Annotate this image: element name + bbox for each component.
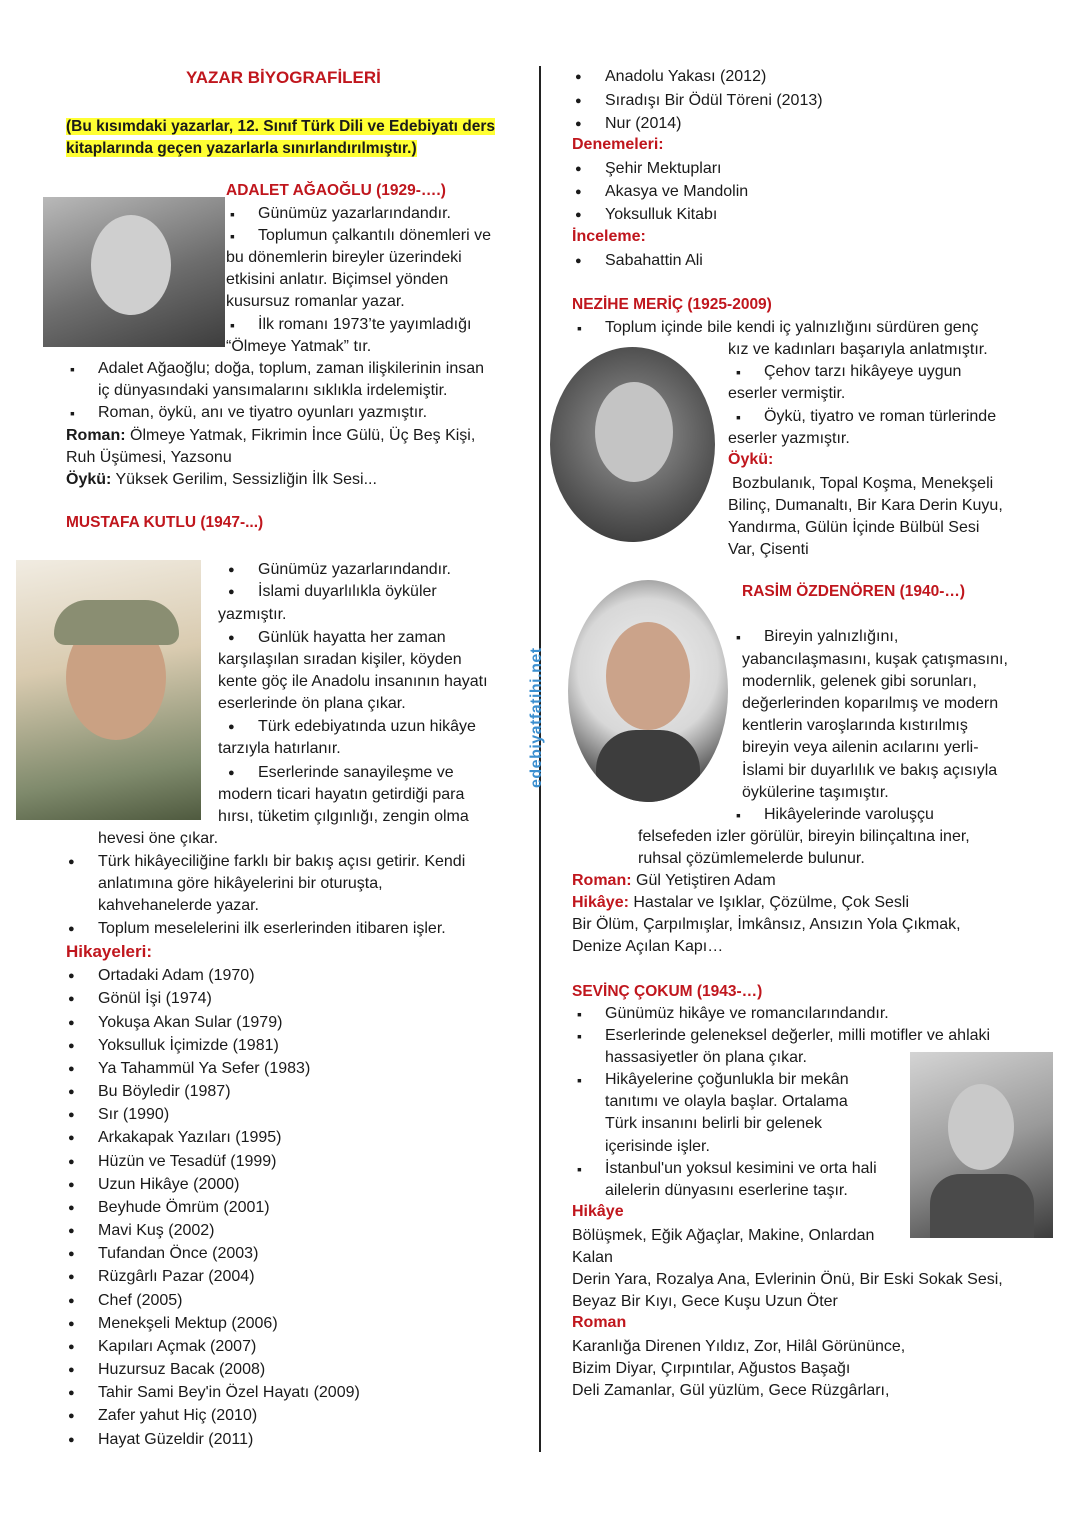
work-item: ● Beyhude Ömrüm (2001) bbox=[98, 1197, 270, 1219]
adalet-line: etkisini anlatır. Biçimsel yönden bbox=[226, 271, 449, 288]
sevinc-line: ▪ Eserlerinde geleneksel değerler, milli motifler ve ahlaki bbox=[605, 1025, 990, 1047]
sevinc-hikaye-line: Derin Yara, Rozalya Ana, Evlerinin Önü, Bir Eski Sokak Sesi, bbox=[572, 1271, 1003, 1288]
roman-label: Roman: bbox=[66, 427, 126, 444]
nezihe-line: kız ve kadınları başarıyla anlatmıştır. bbox=[728, 341, 988, 358]
kutlu-deneme-label: Denemeleri: bbox=[572, 136, 664, 153]
kutlu-line: ● Günümüz yazarlarındandır. bbox=[258, 559, 451, 581]
nezihe-line: eserler vermiştir. bbox=[728, 385, 846, 402]
kutlu-line: modern ticari hayatın getirdiği para bbox=[218, 786, 465, 803]
kutlu-line: karşılaşılan sıradan kişiler, köyden bbox=[218, 651, 462, 668]
work-item: ● Ortadaki Adam (1970) bbox=[98, 965, 255, 987]
rasim-line: felsefeden izler görülür, bireyin bilinçaltına iner, bbox=[638, 828, 970, 845]
rasim-line: bireyin veya ailenin acılarını yerli- bbox=[742, 739, 979, 756]
hikaye-label: Hikâye: bbox=[572, 894, 629, 911]
deneme-item: ● Şehir Mektupları bbox=[605, 158, 722, 180]
kutlu-line: ● Türk edebiyatında uzun hikâye bbox=[258, 716, 476, 738]
work-item: ● Ya Tahammül Ya Sefer (1983) bbox=[98, 1058, 310, 1080]
kutlu-line: kahvehanelerde yazar. bbox=[98, 897, 259, 914]
rasim-roman bbox=[572, 870, 776, 892]
work-item: ● Hüzün ve Tesadüf (1999) bbox=[98, 1151, 276, 1173]
adalet-line: kusursuz romanlar yazar. bbox=[226, 293, 405, 310]
nezihe-heading: NEZİHE MERİÇ (1925-2009) bbox=[572, 296, 772, 313]
kutlu-line: ● Günlük hayatta her zaman bbox=[258, 627, 446, 649]
sevinc-roman-line: Bizim Diyar, Çırpıntılar, Ağustos Başağı bbox=[572, 1360, 851, 1377]
rasim-ozdenoren-photo bbox=[568, 580, 728, 802]
kutlu-line: ● Eserlerinde sanayileşme ve bbox=[258, 762, 454, 784]
watermark: edebiyatfatihi.net bbox=[528, 647, 545, 788]
nezihe-oyku-line: Yandırma, Gülün İçinde Bülbül Sesi bbox=[728, 519, 980, 536]
nezihe-line: ▪ Öykü, tiyatro ve roman türlerinde bbox=[764, 406, 996, 428]
sevinc-line: tanıtımı ve olayla başlar. Ortalama bbox=[605, 1093, 848, 1110]
work-item: ● Bu Böyledir (1987) bbox=[98, 1081, 231, 1103]
adalet-line: ▪ Roman, öykü, anı ve tiyatro oyunları yazmıştır. bbox=[98, 402, 427, 424]
work-item: ● Tufandan Önce (2003) bbox=[98, 1243, 258, 1265]
kutlu-line: kente göç ile Anadolu insanının hayatı bbox=[218, 673, 488, 690]
sevinc-roman-line: Karanlığa Direnen Yıldız, Zor, Hilâl Görününce, bbox=[572, 1338, 906, 1355]
sevinc-roman-label: Roman bbox=[572, 1314, 627, 1331]
sevinc-hikaye-line: Beyaz Bir Kıyı, Gece Kuşu Uzun Öter bbox=[572, 1293, 838, 1310]
rasim-line: öykülerine taşımıştır. bbox=[742, 784, 889, 801]
work-item: ● Mavi Kuş (2002) bbox=[98, 1220, 215, 1242]
page-title: YAZAR BİYOGRAFİLERİ bbox=[186, 68, 381, 87]
nezihe-line: ▪ Çehov tarzı hikâyeye uygun bbox=[764, 361, 961, 383]
work-item: ● Nur (2014) bbox=[605, 113, 681, 135]
sevinc-line: içerisinde işler. bbox=[605, 1138, 710, 1155]
rasim-line: İslami bir duyarlılık ve bakış açısıyla bbox=[742, 762, 998, 779]
oyku-list: Yüksek Gerilim, Sessizliğin İlk Sesi... bbox=[115, 471, 377, 488]
kutlu-line: ● İslami duyarlılıkla öyküler bbox=[258, 581, 437, 603]
nezihe-oyku-line: Bozbulanık, Topal Koşma, Menekşeli bbox=[732, 475, 994, 492]
rasim-line: ▪ Hikâyelerinde varoluşçu bbox=[764, 804, 934, 826]
work-item: ● Menekşeli Mektup (2006) bbox=[98, 1313, 278, 1335]
work-item: ● Kapıları Açmak (2007) bbox=[98, 1336, 256, 1358]
rasim-line: değerlerinden koparılmış ve modern bbox=[742, 695, 999, 712]
nezihe-oyku-label: Öykü: bbox=[728, 451, 774, 468]
rasim-line: modernlik, gelenek gibi sorunları, bbox=[742, 673, 977, 690]
kutlu-heading: MUSTAFA KUTLU (1947-...) bbox=[66, 514, 264, 531]
adalet-line: iç dünyasındaki yansımalarını sıklıkla irdelemiştir. bbox=[98, 382, 448, 399]
kutlu-works-label: Hikayeleri: bbox=[66, 942, 152, 961]
adalet-heading: ADALET AĞAOĞLU (1929-….) bbox=[226, 182, 446, 199]
kutlu-line: hevesi öne çıkar. bbox=[98, 830, 219, 847]
work-item: ● Anadolu Yakası (2012) bbox=[605, 66, 766, 88]
sevinc-hikaye-line: Bölüşmek, Eğik Ağaçlar, Makine, Onlardan bbox=[572, 1227, 875, 1244]
sevinc-cokum-photo bbox=[910, 1052, 1053, 1238]
work-item: ● Tahir Sami Bey'in Özel Hayatı (2009) bbox=[98, 1382, 360, 1404]
rasim-line: kentlerin varoşlarında kıstırılmış bbox=[742, 717, 968, 734]
sevinc-roman-line: Deli Zamanlar, Gül yüzlüm, Gece Rüzgârları, bbox=[572, 1382, 890, 1399]
work-item: ● Uzun Hikâye (2000) bbox=[98, 1174, 239, 1196]
adalet-line: ▪ Günümüz yazarlarındandır. bbox=[258, 203, 451, 225]
rasim-line: ▪ Bireyin yalnızlığını, bbox=[764, 626, 898, 648]
kutlu-inceleme-label: İnceleme: bbox=[572, 228, 646, 245]
adalet-line: bu dönemlerin bireyler üzerindeki bbox=[226, 249, 462, 266]
rasim-hikaye bbox=[572, 892, 909, 914]
sevinc-line: Türk insanını belirli bir gelenek bbox=[605, 1115, 822, 1132]
work-item: ● Sıradışı Bir Ödül Töreni (2013) bbox=[605, 90, 823, 112]
adalet-oyku bbox=[66, 469, 377, 491]
sevinc-line: hassasiyetler ön plana çıkar. bbox=[605, 1049, 807, 1066]
rasim-heading: RASİM ÖZDENÖREN (1940-…) bbox=[742, 583, 966, 600]
oyku-label: Öykü: bbox=[66, 471, 112, 488]
rasim-hikaye-cont: Bir Ölüm, Çarpılmışlar, İmkânsız, Ansızın Yola Çıkmak, bbox=[572, 916, 961, 933]
adalet-line: ▪ Adalet Ağaoğlu; doğa, toplum, zaman ilişkilerinin insan bbox=[98, 358, 484, 380]
work-item: ● Huzursuz Bacak (2008) bbox=[98, 1359, 265, 1381]
adalet-agaoglu-photo bbox=[43, 197, 225, 347]
kutlu-line: yazmıştır. bbox=[218, 606, 287, 623]
rasim-line: yabancılaşmasını, kuşak çatışmasını, bbox=[742, 651, 1008, 668]
kutlu-line: eserlerinde ön plana çıkar. bbox=[218, 695, 406, 712]
sevinc-heading: SEVİNÇ ÇOKUM (1943-…) bbox=[572, 983, 763, 1000]
intro-line-1: (Bu kısımdaki yazarlar, 12. Sınıf Türk Dili ve Edebiyatı ders bbox=[66, 118, 496, 135]
mustafa-kutlu-photo bbox=[16, 560, 201, 820]
rasim-line: ruhsal çözümlemelerde bulunur. bbox=[638, 850, 865, 867]
nezihe-line: ▪ Toplum içinde bile kendi iç yalnızlığını sürdüren genç bbox=[605, 317, 979, 339]
work-item: ● Sır (1990) bbox=[98, 1104, 169, 1126]
sevinc-line: ▪ İstanbul'un yoksul kesimini ve orta hali bbox=[605, 1158, 877, 1180]
nezihe-oyku-line: Var, Çisenti bbox=[728, 541, 809, 558]
work-item: ● Yokuşa Akan Sular (1979) bbox=[98, 1012, 282, 1034]
deneme-item: ● Yoksulluk Kitabı bbox=[605, 204, 717, 226]
work-item: ● Gönül İşi (1974) bbox=[98, 988, 212, 1010]
kutlu-line: hırsı, tüketim çılgınlığı, zengin olma bbox=[218, 808, 469, 825]
intro-line-2: kitaplarında geçen yazarlarla sınırlandırılmıştır.) bbox=[66, 140, 417, 157]
roman-list: Gül Yetiştiren Adam bbox=[636, 872, 776, 889]
sevinc-line: ▪ Hikâyelerine çoğunlukla bir mekân bbox=[605, 1069, 849, 1091]
inceleme-item: ● Sabahattin Ali bbox=[605, 250, 703, 272]
sevinc-line: ▪ Günümüz hikâye ve romancılarındandır. bbox=[605, 1003, 889, 1025]
nezihe-meric-photo bbox=[550, 347, 715, 542]
work-item: ● Yoksulluk İçimizde (1981) bbox=[98, 1035, 279, 1057]
kutlu-line: ● Toplum meselelerini ilk eserlerinden itibaren işler. bbox=[98, 918, 446, 940]
rasim-hikaye-cont: Denize Açılan Kapı… bbox=[572, 938, 724, 955]
nezihe-line: eserler yazmıştır. bbox=[728, 430, 850, 447]
adalet-line: “Ölmeye Yatmak” tır. bbox=[226, 338, 372, 355]
deneme-item: ● Akasya ve Mandolin bbox=[605, 181, 748, 203]
adalet-line: ▪ Toplumun çalkantılı dönemleri ve bbox=[258, 225, 491, 247]
adalet-roman-cont: Ruh Üşümesi, Yazsonu bbox=[66, 449, 232, 466]
kutlu-line: ● Türk hikâyeciliğine farklı bir bakış açısı getirir. Kendi bbox=[98, 851, 465, 873]
work-item: ● Zafer yahut Hiç (2010) bbox=[98, 1405, 257, 1427]
intro-note bbox=[66, 116, 495, 160]
roman-list: Ölmeye Yatmak, Fikrimin İnce Gülü, Üç Beş Kişi, bbox=[130, 427, 476, 444]
adalet-roman bbox=[66, 425, 475, 447]
sevinc-hikaye-label: Hikâye bbox=[572, 1203, 624, 1220]
hikaye-list: Hastalar ve Işıklar, Çözülme, Çok Sesli bbox=[633, 894, 910, 911]
kutlu-line: anlatımına göre hikâyelerini bir oturuşta, bbox=[98, 875, 383, 892]
sevinc-hikaye-line: Kalan bbox=[572, 1249, 613, 1266]
sevinc-line: ailelerin dünyasını eserlerine taşır. bbox=[605, 1182, 848, 1199]
roman-label: Roman: bbox=[572, 872, 632, 889]
adalet-line: ▪ İlk romanı 1973’te yayımladığı bbox=[258, 314, 471, 336]
kutlu-line: tarzıyla hatırlanır. bbox=[218, 740, 341, 757]
work-item: ● Hayat Güzeldir (2011) bbox=[98, 1429, 253, 1451]
work-item: ● Arkakapak Yazıları (1995) bbox=[98, 1127, 282, 1149]
work-item: ● Chef (2005) bbox=[98, 1290, 183, 1312]
nezihe-oyku-line: Bilinç, Dumanaltı, Bir Kara Derin Kuyu, bbox=[728, 497, 1003, 514]
work-item: ● Rüzgârlı Pazar (2004) bbox=[98, 1266, 255, 1288]
